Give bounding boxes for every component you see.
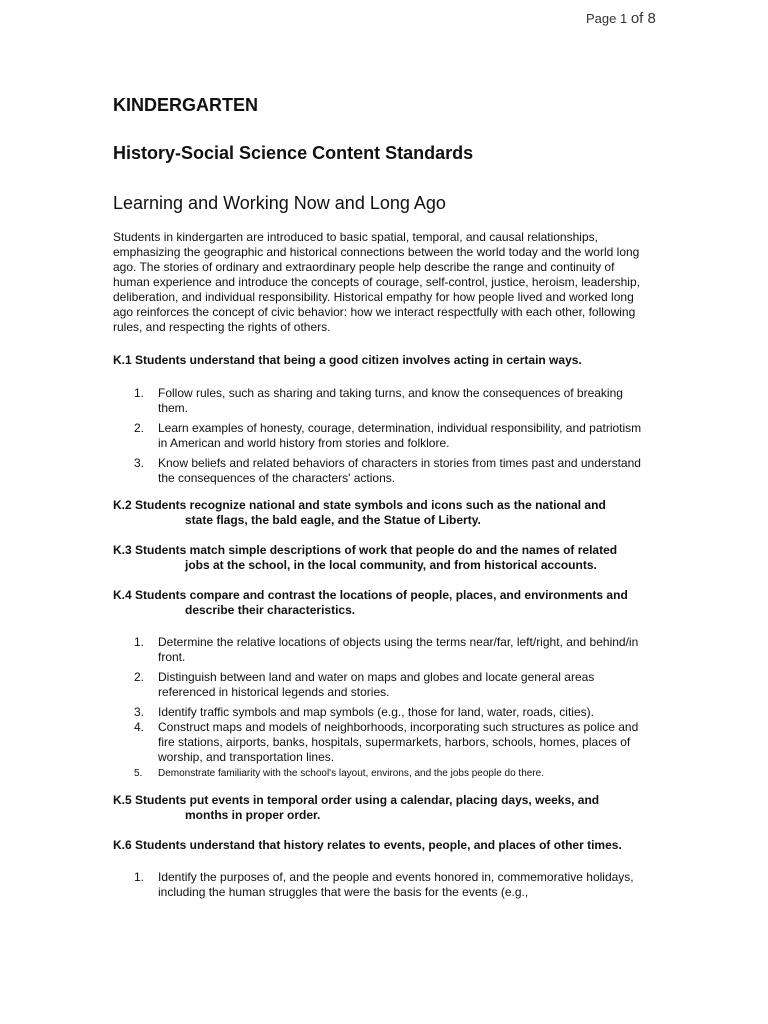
list-item: 3. Know beliefs and related behaviors of characters in stories from times past and understand the consequences of the characters' actions. <box>134 456 641 485</box>
list-item: 1. Determine the relative locations of objects using the terms near/far, left/right, and behind/in front. <box>134 635 639 664</box>
list-item: 2. Learn examples of honesty, courage, determination, individual responsibility, and patriotism in American and world history from stories and folklore. <box>134 421 642 450</box>
theme-heading: Learning and Working Now and Long Ago <box>113 193 446 213</box>
intro-paragraph: Students in kindergarten are introduced to basic spatial, temporal, and causal relationships, emphasizing the geographic and historical connections between the world today and the world long ago. The stories of ordinary and extraordinary people help describe the range and continuity of human experience and introduce the concepts of courage, self-control, justice, heroism, leadership, deliberation, and individual responsibility. Historical empathy for how people lived and worked long ago reinforces the concept of civic behavior: how we interact respectfully with each other, following rules, and respecting the rights of others. <box>113 230 640 334</box>
standard-k3: K.3 Students match simple descriptions of work that people do and the names of related jobs at the school, in the local community, and from historical accounts. <box>113 543 618 572</box>
standard-k4: K.4 Students compare and contrast the locations of people, places, and environments and describe their characteristics. <box>113 588 628 617</box>
standard-k4-items <box>113 635 653 781</box>
page-number: Page 1 of 8 <box>586 10 656 27</box>
standard-k1: K.1 Students understand that being a good citizen involves acting in certain ways. <box>113 353 582 367</box>
list-item: 2. Distinguish between land and water on maps and globes and locate general areas referenced in historical legends and stories. <box>134 670 595 699</box>
grade-heading: KINDERGARTEN <box>113 95 259 115</box>
standard-k6: K.6 Students understand that history relates to events, people, and places of other times. <box>113 838 622 852</box>
standard-k5: K.5 Students put events in temporal order using a calendar, placing days, weeks, and months in proper order. <box>113 793 600 822</box>
standard-k1-items <box>113 386 653 486</box>
standard-k2: K.2 Students recognize national and state symbols and icons such as the national and state flags, the bald eagle, and the Statue of Liberty. <box>113 498 606 527</box>
standards-title: History-Social Science Content Standards <box>113 143 474 163</box>
list-item: 1. Follow rules, such as sharing and taking turns, and know the consequences of breaking them. <box>134 386 623 415</box>
list-item: 4. Construct maps and models of neighborhoods, incorporating such structures as police and fire stations, airports, banks, hospitals, supermarkets, harbors, schools, homes, places of worship, and transportation lines. <box>134 720 639 764</box>
document-body <box>113 94 653 905</box>
list-item: 1. Identify the purposes of, and the people and events honored in, commemorative holidays, including the human struggles that were the basis for the events (e.g., <box>134 870 634 899</box>
list-item: 3. Identify traffic symbols and map symbols (e.g., those for land, water, roads, cities). <box>134 705 594 719</box>
standard-k6-items <box>113 870 653 900</box>
list-item: 5. Demonstrate familiarity with the school's layout, environs, and the jobs people do there. <box>134 768 545 779</box>
